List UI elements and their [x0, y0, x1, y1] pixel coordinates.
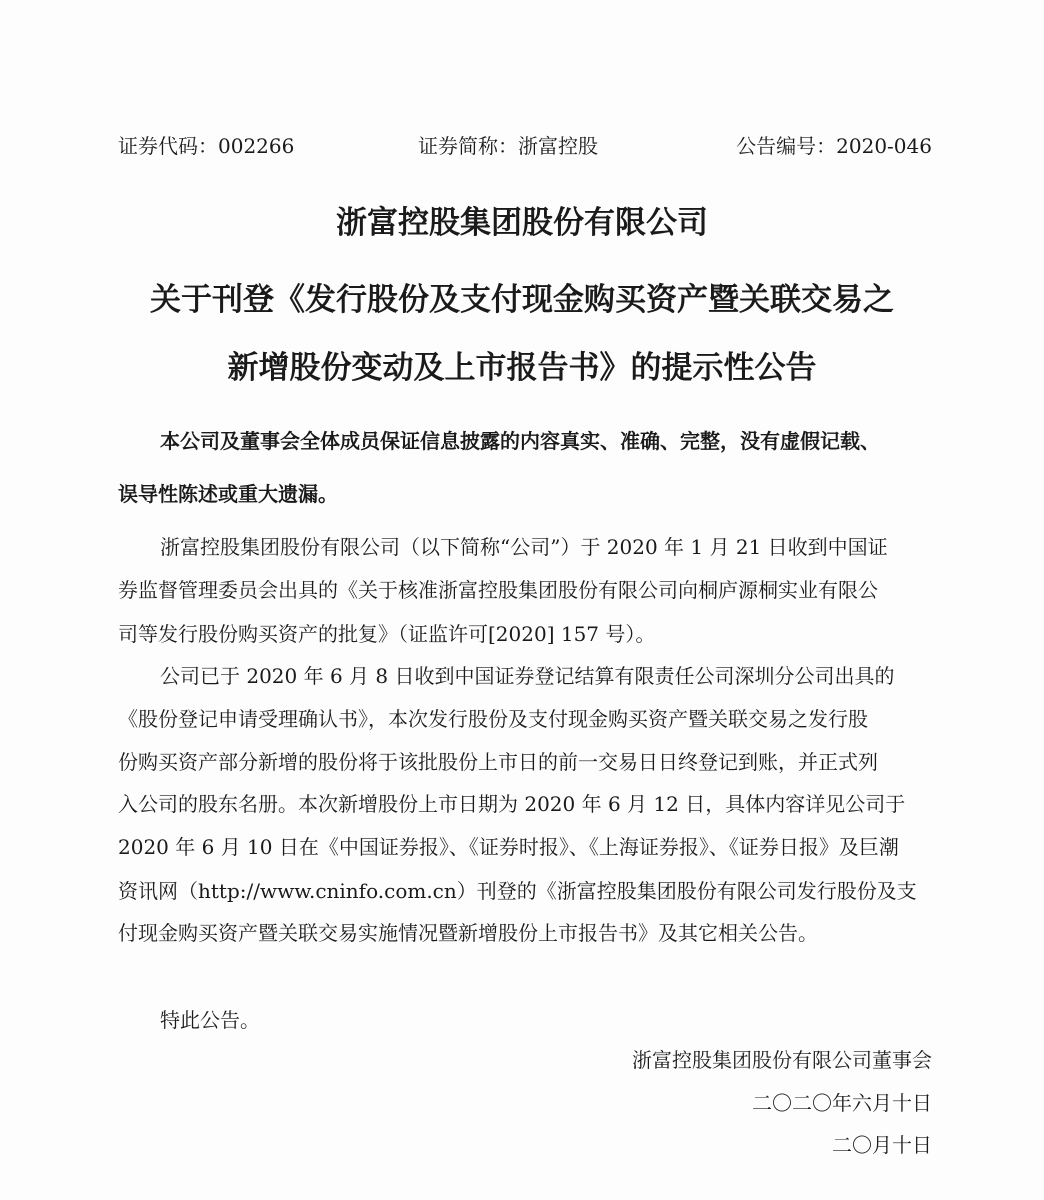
paragraph-line: 入公司的股东名册。本次新增股份上市日期为 2020 年 6 月 12 日，具体内容详见公司于: [118, 792, 906, 816]
paragraph-line: 司等发行股份购买资产的批复》（证监许可[2020] 157 号）。: [118, 622, 656, 646]
notice-number: 公告编号：2020-046: [736, 134, 932, 158]
sign-off: 特此公告。: [160, 1008, 260, 1032]
notice-title-line-2: 新增股份变动及上市报告书》的提示性公告: [227, 350, 817, 386]
document-header: [118, 132, 932, 160]
paragraph-line: 资讯网（http://www.cninfo.com.cn）刊登的《浙富控股集团股份有限公司发行股份及支: [118, 879, 917, 903]
notice-title-line-1: 关于刊登《发行股份及支付现金购买资产暨关联交易之: [150, 282, 894, 318]
paragraph-line: 份购买资产部分新增的股份将于该批股份上市日的前一交易日日终登记到账，并正式列: [118, 750, 878, 774]
declaration-line-2: 误导性陈述或重大遗漏。: [118, 482, 338, 506]
security-abbreviation: 证券简称：浙富控股: [418, 134, 598, 158]
paragraph-line: 付现金购买资产暨关联交易实施情况暨新增股份上市报告书》及其它相关公告。: [118, 921, 818, 945]
paragraph-line: 《股份登记申请受理确认书》，本次发行股份及支付现金购买资产暨关联交易之发行股: [118, 707, 868, 731]
company-name-title: 浙富控股集团股份有限公司: [336, 205, 708, 241]
paragraph-line: 券监督管理委员会出具的《关于核准浙富控股集团股份有限公司向桐庐源桐实业有限公: [118, 578, 878, 602]
board-signature: 浙富控股集团股份有限公司董事会: [632, 1048, 932, 1072]
declaration-line-1: 本公司及董事会全体成员保证信息披露的内容真实、准确、完整，没有虚假记载、: [160, 429, 880, 453]
paragraph-line: 公司已于 2020 年 6 月 8 日收到中国证券登记结算有限责任公司深圳分公司出具的: [160, 664, 895, 688]
paragraph-line: 2020 年 6 月 10 日在《中国证券报》、《证券时报》、《上海证券报》、《证券日报》及巨潮: [118, 835, 899, 859]
notice-date-repeat: 二〇月十日: [832, 1133, 932, 1157]
notice-date: 二〇二〇年六月十日: [752, 1091, 932, 1115]
paragraph-line: 浙富控股集团股份有限公司（以下简称“公司”）于 2020 年 1 月 21 日收到中国证: [160, 535, 888, 559]
security-code: 证券代码：002266: [118, 134, 295, 158]
